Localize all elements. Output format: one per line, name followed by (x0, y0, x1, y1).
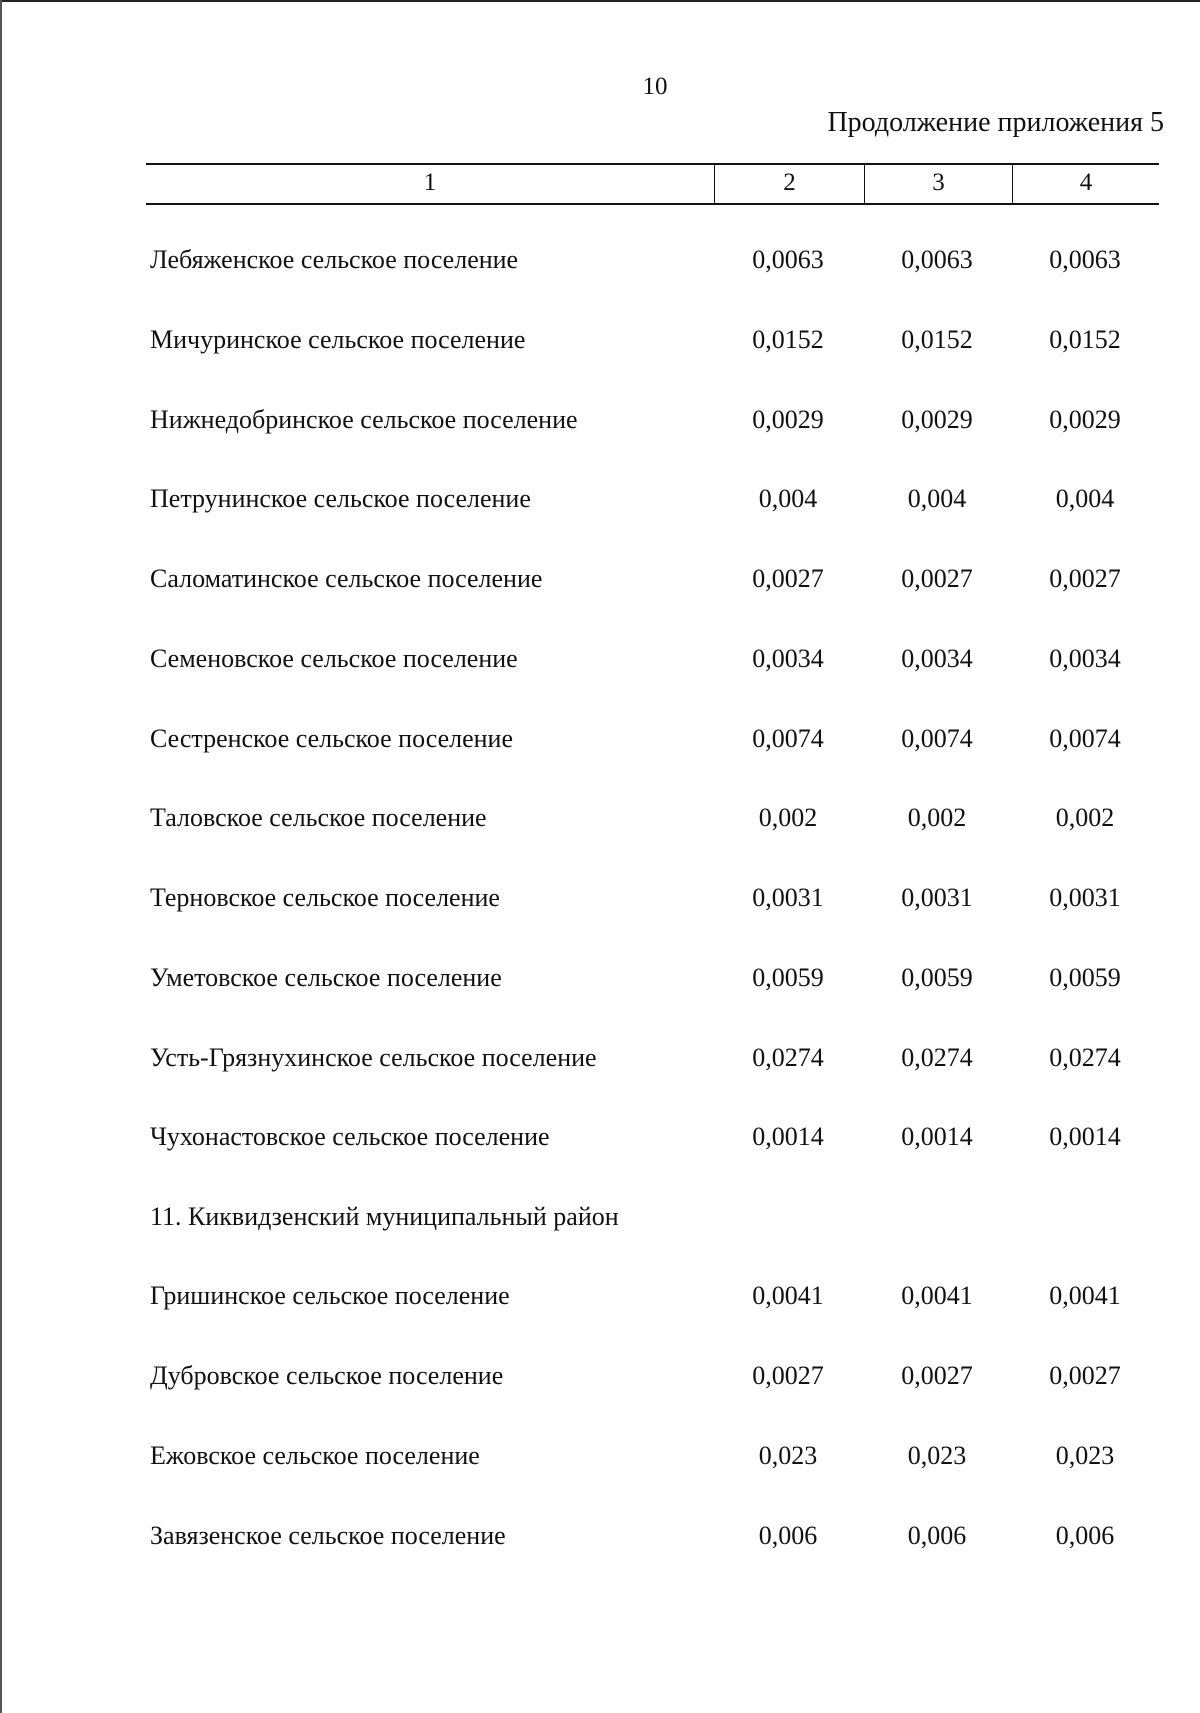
value-col-3: 0,0041 (901, 1281, 973, 1310)
table-header (146, 163, 1159, 205)
value-col-3: 0,0014 (901, 1122, 973, 1151)
page-number: 10 (642, 73, 668, 100)
value-col-2: 0,0059 (752, 963, 824, 992)
settlement-name: Гришинское сельское поселение (150, 1281, 510, 1310)
scan-edge-top (0, 0, 1200, 2)
settlement-name: Нижнедобринское сельское поселение (150, 405, 578, 434)
settlement-name: Уметовское сельское поселение (150, 963, 502, 992)
settlement-name: Саломатинское сельское поселение (150, 564, 543, 593)
value-col-2: 0,0014 (752, 1122, 824, 1151)
value-col-3: 0,0034 (901, 644, 973, 673)
value-col-3: 0,0027 (901, 1361, 973, 1390)
table-row (0, 240, 1200, 280)
appendix-title: Продолжение приложения 5 (827, 107, 1164, 138)
settlement-name: Сестренское сельское поселение (150, 724, 514, 753)
settlement-name: Усть-Грязнухинское сельское поселение (150, 1043, 597, 1072)
settlement-name: Терновское сельское поселение (150, 883, 500, 912)
table-row (0, 1276, 1200, 1316)
table-row (0, 559, 1200, 599)
value-col-2: 0,0063 (752, 245, 824, 274)
value-col-2: 0,006 (758, 1521, 818, 1550)
table-row (0, 1516, 1200, 1556)
settlement-name: Таловское сельское поселение (150, 803, 487, 832)
table-row (0, 958, 1200, 998)
value-col-2: 0,0274 (752, 1043, 824, 1072)
value-col-2: 0,0031 (752, 883, 824, 912)
value-col-4: 0,0152 (1049, 325, 1121, 354)
value-col-3: 0,0152 (901, 325, 973, 354)
value-col-2: 0,023 (758, 1441, 818, 1470)
table-row (0, 1356, 1200, 1396)
value-col-2: 0,002 (758, 803, 818, 832)
value-col-4: 0,0014 (1049, 1122, 1121, 1151)
district-heading: 11. Киквидзенский муниципальный район (150, 1202, 619, 1231)
value-col-4: 0,0274 (1049, 1043, 1121, 1072)
table-row (0, 1117, 1200, 1157)
settlement-name: Семеновское сельское поселение (150, 644, 518, 673)
value-col-3: 0,002 (907, 803, 967, 832)
table-row (0, 639, 1200, 679)
table-row (0, 320, 1200, 360)
value-col-3: 0,0063 (901, 245, 973, 274)
value-col-2: 0,0074 (752, 724, 824, 753)
value-col-4: 0,0027 (1049, 1361, 1121, 1390)
value-col-3: 0,004 (907, 484, 967, 513)
column-header-1: 1 (423, 169, 437, 196)
value-col-4: 0,004 (1055, 484, 1115, 513)
value-col-2: 0,004 (758, 484, 818, 513)
value-col-4: 0,002 (1055, 803, 1115, 832)
value-col-3: 0,0074 (901, 724, 973, 753)
value-col-3: 0,006 (907, 1521, 967, 1550)
value-col-4: 0,023 (1055, 1441, 1115, 1470)
value-col-2: 0,0029 (752, 405, 824, 434)
value-col-4: 0,0074 (1049, 724, 1121, 753)
value-col-2: 0,0027 (752, 564, 824, 593)
table-row (0, 1436, 1200, 1476)
table-row (0, 400, 1200, 440)
value-col-2: 0,0041 (752, 1281, 824, 1310)
section-heading-row (0, 1197, 1200, 1237)
value-col-4: 0,0063 (1049, 245, 1121, 274)
settlement-name: Мичуринское сельское поселение (150, 325, 526, 354)
table-row (0, 798, 1200, 838)
value-col-4: 0,006 (1055, 1521, 1115, 1550)
settlement-name: Ежовское сельское поселение (150, 1441, 480, 1470)
settlement-name: Завязенское сельское поселение (150, 1521, 506, 1550)
value-col-3: 0,0031 (901, 883, 973, 912)
table-row (0, 878, 1200, 918)
settlement-name: Дубровское сельское поселение (150, 1361, 504, 1390)
table-row (0, 1038, 1200, 1078)
value-col-2: 0,0152 (752, 325, 824, 354)
column-header-4: 4 (1012, 165, 1159, 205)
column-header-2: 2 (714, 165, 864, 205)
table-row (0, 479, 1200, 519)
settlement-name: Чухонастовское сельское поселение (150, 1122, 550, 1151)
value-col-2: 0,0034 (752, 644, 824, 673)
value-col-4: 0,0059 (1049, 963, 1121, 992)
settlement-name: Лебяженское сельское поселение (150, 245, 519, 274)
column-header-3: 3 (864, 165, 1012, 205)
value-col-3: 0,0029 (901, 405, 973, 434)
value-col-3: 0,0059 (901, 963, 973, 992)
table-row (0, 719, 1200, 759)
value-col-3: 0,0027 (901, 564, 973, 593)
value-col-4: 0,0029 (1049, 405, 1121, 434)
value-col-4: 0,0027 (1049, 564, 1121, 593)
value-col-4: 0,0034 (1049, 644, 1121, 673)
value-col-2: 0,0027 (752, 1361, 824, 1390)
value-col-4: 0,0031 (1049, 883, 1121, 912)
settlement-name: Петрунинское сельское поселение (150, 484, 531, 513)
value-col-3: 0,023 (907, 1441, 967, 1470)
value-col-4: 0,0041 (1049, 1281, 1121, 1310)
value-col-3: 0,0274 (901, 1043, 973, 1072)
